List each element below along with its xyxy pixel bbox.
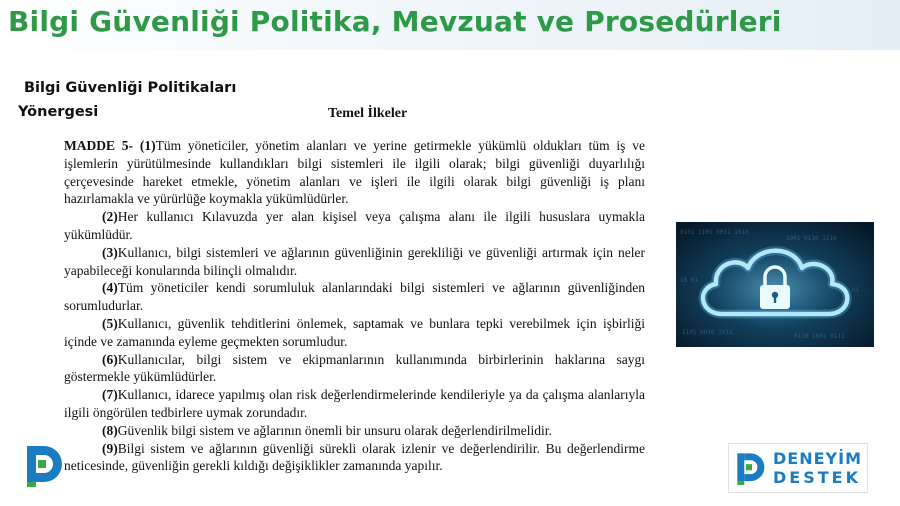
paragraph-text: Kullanıcı, idarece yapılmış olan risk değerlendirmelerinde kendileriyle ya da çalışma alanlarıyla ilgili öngörülen tedbirlere uymak zorundadır. xyxy=(64,387,645,420)
document-body xyxy=(64,137,645,475)
paragraph-text: Her kullanıcı Kılavuzda yer alan kişisel veya çalışma alanı ile ilgili hususlara uymakla yükümlüdür. xyxy=(64,209,645,242)
svg-text:1001 0110 1110: 1001 0110 1110 xyxy=(786,235,837,242)
article-paragraph xyxy=(64,244,645,280)
svg-text:1101 0010 1011: 1101 0010 1011 xyxy=(682,329,733,336)
paragraph-label: (5) xyxy=(102,315,118,331)
brand-logo-mark xyxy=(24,442,68,488)
document-heading: Temel İlkeler xyxy=(328,106,408,121)
paragraph-text: Kullanıcılar, bilgi sistem ve ekipmanlarının kullanımında birbirlerinin haklarına saygı göstermekle yükümlüdürler. xyxy=(64,351,645,385)
paragraph-label: (7) xyxy=(102,387,118,403)
paragraph-text: Tüm yöneticiler kendi sorumluluk alanlarındaki bilgi sistemleri ve ağlarının güvenliğinden sorumludurlar. xyxy=(64,280,645,314)
paragraph-text: Kullanıcı, bilgi sistemleri ve ağlarının güvenliğinin gerekliliği ve güvenliği artırmak için neler yapabileceği konularında bilinçli olmalıdır. xyxy=(64,244,645,278)
cloud-lock-icon xyxy=(676,222,874,347)
svg-text:0101 1101 0011 1010: 0101 1101 0011 1010 xyxy=(680,229,749,236)
article-paragraph xyxy=(64,208,645,244)
paragraph-text: Bilgi sistem ve ağlarının güvenliği sürekli olarak izlenir ve değerlendirilir. Bu değerlendirme neticesinde, güvenliğin gerekli kıldığı değişiklikler zamanında yapılır. xyxy=(64,440,645,474)
paragraph-label: (4) xyxy=(102,280,118,296)
article-paragraph xyxy=(64,279,645,315)
svg-text:10 01: 10 01 xyxy=(680,277,699,284)
subtitle-line2: Yönergesi xyxy=(18,104,99,120)
article-paragraph xyxy=(64,137,645,208)
paragraph-label: (9) xyxy=(102,440,118,456)
brand-logo-icon xyxy=(735,450,769,486)
title-bar xyxy=(0,0,900,50)
paragraph-label: (6) xyxy=(102,351,118,367)
brand-name-line1: DENEYİM xyxy=(773,449,862,468)
paragraph-label: (8) xyxy=(102,422,118,438)
paragraph-label: (3) xyxy=(102,244,118,260)
article-paragraph xyxy=(64,351,645,387)
article-paragraph xyxy=(64,440,645,476)
brand-logo xyxy=(728,443,868,493)
article-paragraph xyxy=(64,386,645,422)
paragraph-text: Tüm yöneticiler, yönetim alanları ve yerine getirmekle yükümlü oldukları tüm iş ve işlemlerin yürütülmesinde kullandıkları bilgi sistemleri ile ilgili olarak; bilgi güvenliği duyarlılığı çerçevesinde hareket etmekle, yönetim alanları ve işleri ile ilgili olarak bilgi güvenliği iş planı hazırlamakla ve yürürlüğe koymakla yükümlüdürler. xyxy=(64,138,645,207)
paragraph-label: (2) xyxy=(102,209,118,225)
paragraph-text: Güvenlik bilgi sistem ve ağlarının önemli bir unsuru olarak değerlendirilmelidir. xyxy=(117,422,552,438)
slide-title: Bilgi Güvenliği Politika, Mevzuat ve Prosedürleri xyxy=(8,5,782,38)
deneyim-destek-logo-icon xyxy=(24,442,68,488)
cloud-lock-image xyxy=(676,222,874,347)
article-paragraph xyxy=(64,422,645,440)
subtitle-line1: Bilgi Güvenliği Politikaları xyxy=(24,80,237,96)
svg-text:0110 1001 0111: 0110 1001 0111 xyxy=(794,333,845,340)
svg-text:01: 01 xyxy=(852,287,860,294)
paragraph-label: MADDE 5- (1) xyxy=(64,138,156,153)
paragraph-text: Kullanıcı, güvenlik tehditlerini önlemek, saptamak ve bunlara tepki verebilmek için işbirliği içinde ve zamanında eyleme geçmekten sorumludur. xyxy=(64,315,645,349)
brand-name-line2: DESTEK xyxy=(773,468,861,487)
article-paragraph xyxy=(64,315,645,351)
